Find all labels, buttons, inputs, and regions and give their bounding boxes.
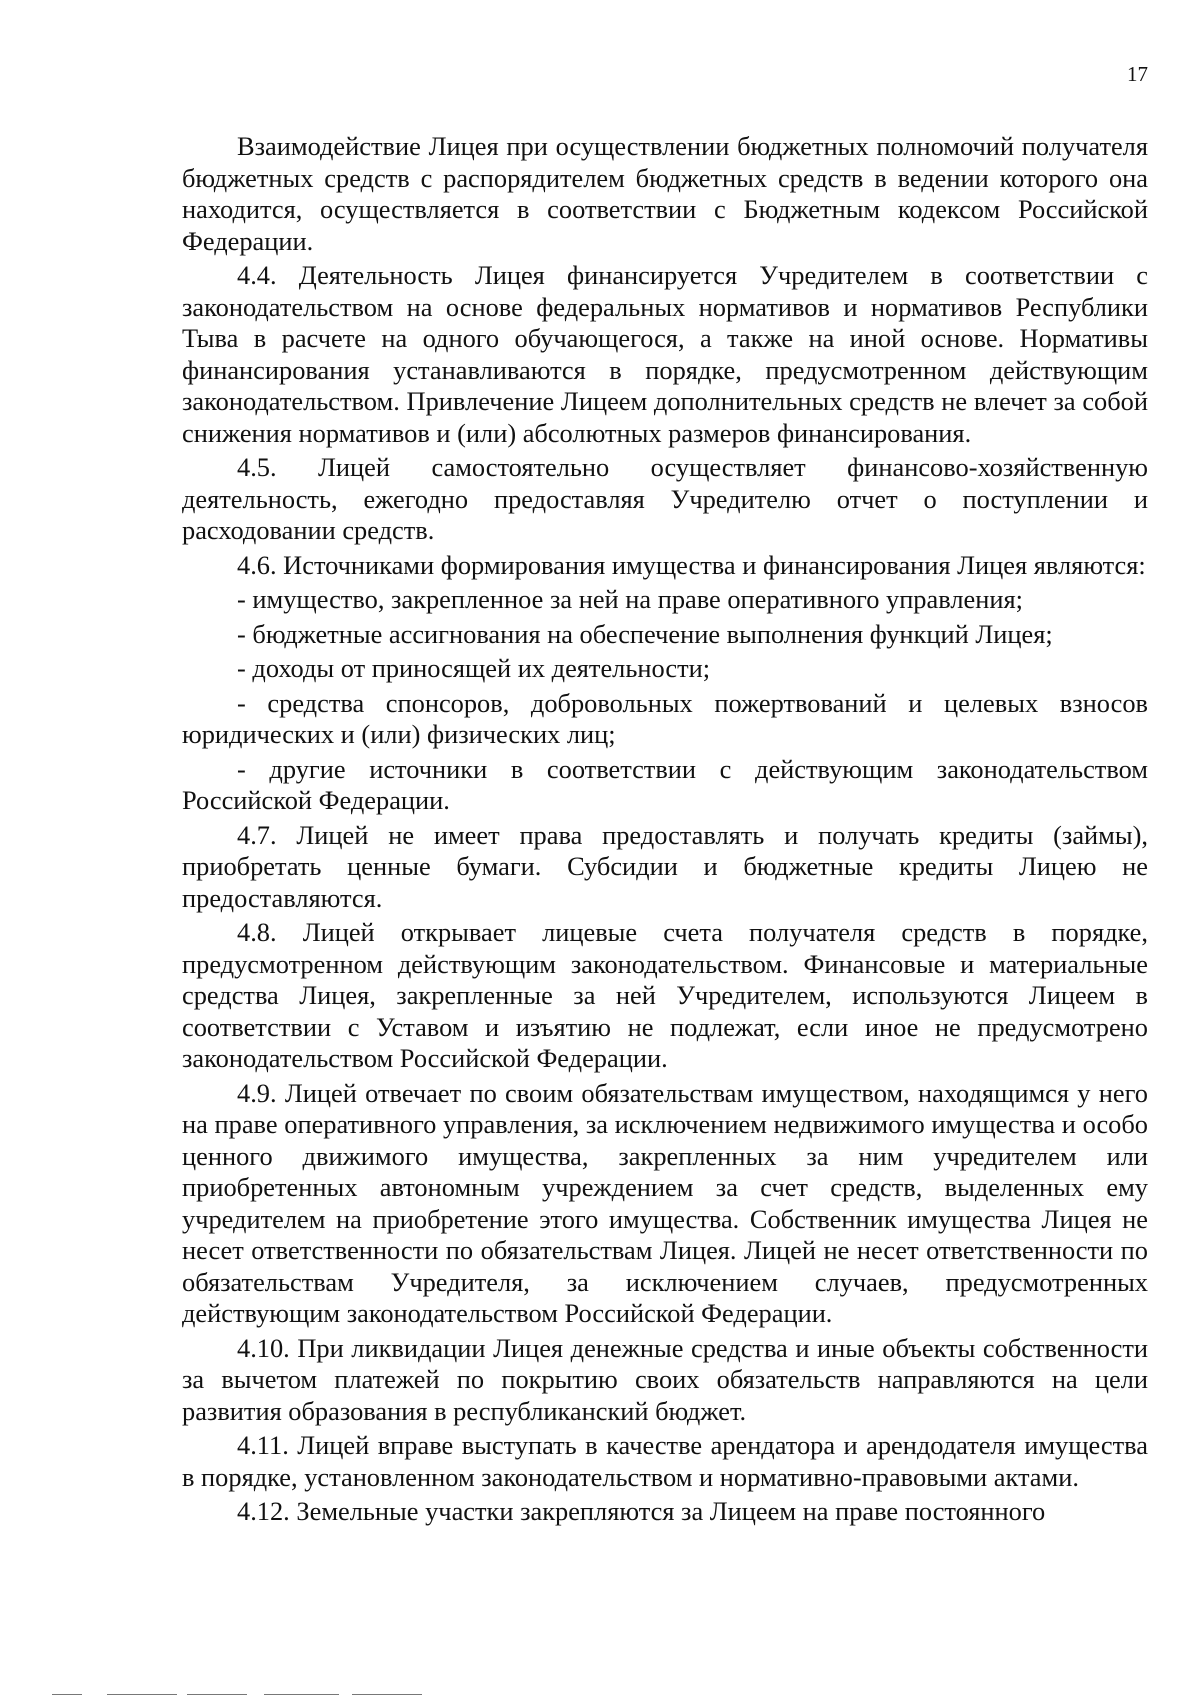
paragraph-4-9: 4.9. Лицей отвечает по своим обязательствам имуществом, находящимся у него на праве оперативного управления, за исключением недвижимого имущества и особо ценного движимого имущества, закрепленных за ним учредителем или приобретенных автономным учреждением за счет средств, выделенных ему учредителем на приобретение этого имущества. Собственник имущества Лицея не несет ответственности по обязательствам Лицея. Лицей не несет ответственности по обязательствам Учредителя, за исключением случаев, предусмотренных действующим законодательством Российской Федерации. <box>182 1077 1148 1328</box>
list-item: - имущество, закрепленное за ней на праве оперативного управления; <box>237 584 1023 614</box>
paragraph-4-7: 4.7. Лицей не имеет права предоставлять и получать кредиты (займы), приобретать ценные бумаги. Субсидии и бюджетные кредиты Лицею не предоставляются. <box>182 819 1148 913</box>
paragraph-intro: Взаимодействие Лицея при осуществлении бюджетных полномочий получателя бюджетных средств с распорядителем бюджетных средств в ведении которого она находится, осуществляется в соответствии с Бюджетным кодексом Российской Федерации. <box>182 131 1148 256</box>
paragraph-4-6: 4.6. Источниками формирования имущества и финансирования Лицея являются: <box>237 549 1146 580</box>
paragraph-4-11: 4.11. Лицей вправе выступать в качестве арендатора и арендодателя имущества в порядке, установленном законодательством и нормативно-правовыми актами. <box>182 1430 1148 1492</box>
list-item: - доходы от приносящей их деятельности; <box>237 653 711 683</box>
document-body <box>182 131 1148 1531</box>
list-item: - бюджетные ассигнования на обеспечение выполнения функций Лицея; <box>237 618 1053 649</box>
paragraph-4-5: 4.5. Лицей самостоятельно осуществляет финансово-хозяйственную деятельность, ежегодно предоставляя Учредителю отчет о поступлении и расходовании средств. <box>182 452 1148 545</box>
list-item: - средства спонсоров, добровольных пожертвований и целевых взносов юридических и (или) физических лиц; <box>182 687 1148 749</box>
paragraph-4-8: 4.8. Лицей открывает лицевые счета получателя средств в порядке, предусмотренном действующим законодательством. Финансовые и материальные средства Лицея, закрепленные за ней Учредителем, используются Лицеем в соответствии с Уставом и изъятию не подлежат, если иное не предусмотрено законодательством Российской Федерации. <box>182 917 1148 1073</box>
paragraph-4-10: 4.10. При ликвидации Лицея денежные средства и иные объекты собственности за вычетом платежей по покрытию своих обязательств направляются на цели развития образования в республиканский бюджет. <box>182 1332 1148 1426</box>
paragraph-4-12: 4.12. Земельные участки закрепляются за Лицеем на праве постоянного <box>237 1496 1046 1526</box>
scan-artifact-lines <box>52 1694 472 1698</box>
list-item: - другие источники в соответствии с действующим законодательством Российской Федерации. <box>182 753 1148 815</box>
paragraph-4-4: 4.4. Деятельность Лицея финансируется Учредителем в соответствии с законодательством на основе федеральных нормативов и нормативов Республики Тыва в расчете на одного обучающегося, а также на иной основе. Нормативы финансирования устанавливаются в порядке, предусмотренном действующим законодательством. Привлечение Лицеем дополнительных средств не влечет за собой снижения нормативов и (или) абсолютных размеров финансирования. <box>182 260 1148 448</box>
page-number: 17 <box>1127 62 1148 86</box>
